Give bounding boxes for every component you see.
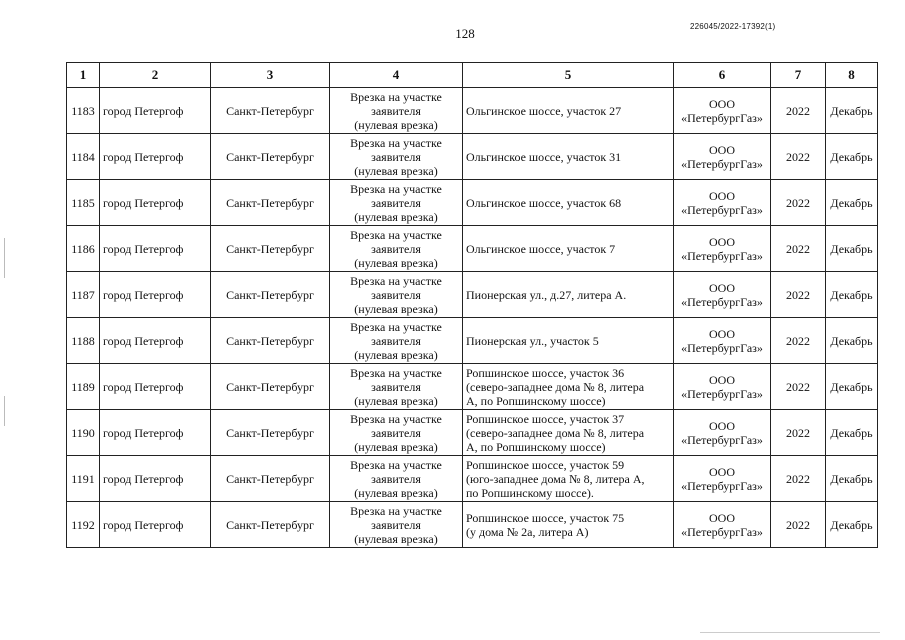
organization-cell: [674, 364, 771, 410]
organization-cell-line: ООО: [709, 464, 735, 479]
row-number-cell: 1192: [67, 502, 100, 548]
column-header-4: 4: [330, 63, 463, 88]
address-cell-line: (северо-западнее дома № 8, литера: [466, 379, 645, 394]
address-cell-line: Пионерская ул., участок 5: [466, 333, 599, 348]
work-type-cell: [330, 134, 463, 180]
scan-edge-mark: [4, 238, 5, 278]
work-type-cell-line: Врезка на участке: [350, 135, 442, 150]
city-cell: Санкт-Петербург: [211, 272, 330, 318]
city-cell: Санкт-Петербург: [211, 226, 330, 272]
city-cell: Санкт-Петербург: [211, 318, 330, 364]
work-type-cell-line: заявителя: [371, 333, 421, 348]
table-row: [67, 364, 878, 410]
locality-cell: город Петергоф: [100, 318, 211, 364]
work-type-cell-line: Врезка на участке: [350, 89, 442, 104]
organization-cell: [674, 272, 771, 318]
address-cell: [463, 180, 674, 226]
address-cell: [463, 502, 674, 548]
work-type-cell-line: заявителя: [371, 149, 421, 164]
organization-cell: [674, 318, 771, 364]
locality-cell: город Петергоф: [100, 502, 211, 548]
organization-cell: [674, 226, 771, 272]
address-cell: [463, 88, 674, 134]
row-number-cell: 1187: [67, 272, 100, 318]
address-cell-line: А, по Ропшинскому шоссе): [466, 393, 606, 408]
organization-cell-line: «ПетербургГаз»: [681, 110, 763, 125]
year-cell: 2022: [771, 502, 826, 548]
month-cell: Декабрь: [826, 364, 878, 410]
address-cell-line: по Ропшинскому шоссе).: [466, 485, 594, 500]
work-type-cell-line: Врезка на участке: [350, 503, 442, 518]
address-cell: [463, 318, 674, 364]
work-type-cell-line: заявителя: [371, 517, 421, 532]
city-cell: Санкт-Петербург: [211, 134, 330, 180]
work-type-cell-line: заявителя: [371, 471, 421, 486]
year-cell: 2022: [771, 180, 826, 226]
work-type-cell-line: (нулевая врезка): [354, 393, 438, 408]
work-type-cell-line: (нулевая врезка): [354, 117, 438, 132]
organization-cell-line: ООО: [709, 280, 735, 295]
city-cell: Санкт-Петербург: [211, 88, 330, 134]
row-number-cell: 1189: [67, 364, 100, 410]
month-cell: Декабрь: [826, 272, 878, 318]
column-header-6: 6: [674, 63, 771, 88]
locality-cell: город Петергоф: [100, 272, 211, 318]
address-cell: [463, 410, 674, 456]
organization-cell: [674, 456, 771, 502]
row-number-cell: 1183: [67, 88, 100, 134]
organization-cell-line: «ПетербургГаз»: [681, 524, 763, 539]
row-number-cell: 1190: [67, 410, 100, 456]
month-cell: Декабрь: [826, 226, 878, 272]
year-cell: 2022: [771, 272, 826, 318]
month-cell: Декабрь: [826, 410, 878, 456]
city-cell: Санкт-Петербург: [211, 502, 330, 548]
address-cell-line: Ропшинское шоссе, участок 37: [466, 411, 625, 426]
address-cell-line: Ропшинское шоссе, участок 75: [466, 510, 625, 525]
work-type-cell-line: (нулевая врезка): [354, 439, 438, 454]
work-type-cell-line: заявителя: [371, 425, 421, 440]
header-row: [67, 63, 878, 88]
work-type-cell: [330, 318, 463, 364]
address-cell-line: (у дома № 2а, литера А): [466, 524, 589, 539]
work-type-cell-line: заявителя: [371, 287, 421, 302]
row-number-cell: 1184: [67, 134, 100, 180]
city-cell: Санкт-Петербург: [211, 456, 330, 502]
organization-cell: [674, 410, 771, 456]
year-cell: 2022: [771, 88, 826, 134]
organization-cell: [674, 88, 771, 134]
work-type-cell-line: (нулевая врезка): [354, 255, 438, 270]
work-type-cell: [330, 180, 463, 226]
city-cell: Санкт-Петербург: [211, 410, 330, 456]
address-cell-line: (юго-западнее дома № 8, литера А,: [466, 471, 645, 486]
work-type-cell-line: заявителя: [371, 379, 421, 394]
work-type-cell: [330, 88, 463, 134]
table-row: [67, 88, 878, 134]
locality-cell: город Петергоф: [100, 364, 211, 410]
table-row: [67, 180, 878, 226]
organization-cell-line: «ПетербургГаз»: [681, 478, 763, 493]
month-cell: Декабрь: [826, 180, 878, 226]
organization-cell-line: «ПетербургГаз»: [681, 248, 763, 263]
address-cell-line: Ольгинское шоссе, участок 7: [466, 241, 616, 256]
address-cell-line: (северо-западнее дома № 8, литера: [466, 425, 645, 440]
organization-cell-line: ООО: [709, 188, 735, 203]
work-type-cell: [330, 272, 463, 318]
work-type-cell-line: (нулевая врезка): [354, 485, 438, 500]
work-type-cell: [330, 226, 463, 272]
row-number-cell: 1188: [67, 318, 100, 364]
work-type-cell-line: Врезка на участке: [350, 181, 442, 196]
work-type-cell-line: Врезка на участке: [350, 411, 442, 426]
column-header-7: 7: [771, 63, 826, 88]
city-cell: Санкт-Петербург: [211, 364, 330, 410]
page-number: 128: [455, 26, 475, 41]
locality-cell: город Петергоф: [100, 226, 211, 272]
address-cell-line: Пионерская ул., д.27, литера А.: [466, 287, 627, 302]
work-type-cell-line: Врезка на участке: [350, 365, 442, 380]
table-row: [67, 226, 878, 272]
work-type-cell-line: заявителя: [371, 103, 421, 118]
row-number-cell: 1191: [67, 456, 100, 502]
organization-cell-line: ООО: [709, 372, 735, 387]
work-type-cell-line: Врезка на участке: [350, 457, 442, 472]
address-cell: [463, 272, 674, 318]
column-header-8: 8: [826, 63, 878, 88]
table-row: [67, 456, 878, 502]
city-cell: Санкт-Петербург: [211, 180, 330, 226]
year-cell: 2022: [771, 318, 826, 364]
organization-cell-line: ООО: [709, 418, 735, 433]
address-cell: [463, 456, 674, 502]
work-type-cell: [330, 456, 463, 502]
address-cell-line: Ольгинское шоссе, участок 27: [466, 103, 622, 118]
column-header-2: 2: [100, 63, 211, 88]
organization-cell-line: ООО: [709, 142, 735, 157]
column-header-1: 1: [67, 63, 100, 88]
locality-cell: город Петергоф: [100, 456, 211, 502]
organization-cell-line: «ПетербургГаз»: [681, 202, 763, 217]
work-type-cell-line: (нулевая врезка): [354, 347, 438, 362]
month-cell: Декабрь: [826, 134, 878, 180]
work-type-cell-line: Врезка на участке: [350, 319, 442, 334]
organization-cell-line: ООО: [709, 234, 735, 249]
organization-cell-line: «ПетербургГаз»: [681, 340, 763, 355]
work-type-cell-line: Врезка на участке: [350, 227, 442, 242]
locality-cell: город Петергоф: [100, 134, 211, 180]
table-row: [67, 410, 878, 456]
scan-edge-mark: [4, 396, 5, 426]
organization-cell-line: «ПетербургГаз»: [681, 156, 763, 171]
scan-bottom-mark: [700, 632, 880, 633]
address-cell-line: Ольгинское шоссе, участок 68: [466, 195, 622, 210]
work-type-cell-line: Врезка на участке: [350, 273, 442, 288]
address-cell: [463, 134, 674, 180]
work-type-cell: [330, 410, 463, 456]
address-cell-line: Ольгинское шоссе, участок 31: [466, 149, 622, 164]
table-row: [67, 272, 878, 318]
work-type-cell: [330, 364, 463, 410]
column-header-5: 5: [463, 63, 674, 88]
row-number-cell: 1185: [67, 180, 100, 226]
locality-cell: город Петергоф: [100, 88, 211, 134]
document-id: 226045/2022-17392(1): [690, 22, 776, 31]
organization-cell-line: ООО: [709, 96, 735, 111]
address-cell-line: Ропшинское шоссе, участок 36: [466, 365, 625, 380]
address-cell: [463, 364, 674, 410]
work-type-cell-line: (нулевая врезка): [354, 209, 438, 224]
table-row: [67, 318, 878, 364]
month-cell: Декабрь: [826, 456, 878, 502]
work-type-cell-line: заявителя: [371, 195, 421, 210]
work-type-cell-line: (нулевая врезка): [354, 301, 438, 316]
address-cell: [463, 226, 674, 272]
gas-connection-table: [66, 62, 878, 548]
month-cell: Декабрь: [826, 502, 878, 548]
work-type-cell: [330, 502, 463, 548]
work-type-cell-line: (нулевая врезка): [354, 163, 438, 178]
year-cell: 2022: [771, 410, 826, 456]
work-type-cell-line: (нулевая врезка): [354, 531, 438, 546]
organization-cell-line: «ПетербургГаз»: [681, 294, 763, 309]
row-number-cell: 1186: [67, 226, 100, 272]
table-body: [67, 88, 878, 548]
organization-cell: [674, 134, 771, 180]
column-header-3: 3: [211, 63, 330, 88]
address-cell-line: А, по Ропшинскому шоссе): [466, 439, 606, 454]
year-cell: 2022: [771, 364, 826, 410]
month-cell: Декабрь: [826, 88, 878, 134]
organization-cell: [674, 180, 771, 226]
organization-cell-line: ООО: [709, 510, 735, 525]
year-cell: 2022: [771, 456, 826, 502]
work-type-cell-line: заявителя: [371, 241, 421, 256]
locality-cell: город Петергоф: [100, 180, 211, 226]
year-cell: 2022: [771, 134, 826, 180]
address-cell-line: Ропшинское шоссе, участок 59: [466, 457, 625, 472]
organization-cell-line: ООО: [709, 326, 735, 341]
locality-cell: город Петергоф: [100, 410, 211, 456]
table-row: [67, 134, 878, 180]
organization-cell-line: «ПетербургГаз»: [681, 386, 763, 401]
table-row: [67, 502, 878, 548]
year-cell: 2022: [771, 226, 826, 272]
organization-cell-line: «ПетербургГаз»: [681, 432, 763, 447]
month-cell: Декабрь: [826, 318, 878, 364]
organization-cell: [674, 502, 771, 548]
